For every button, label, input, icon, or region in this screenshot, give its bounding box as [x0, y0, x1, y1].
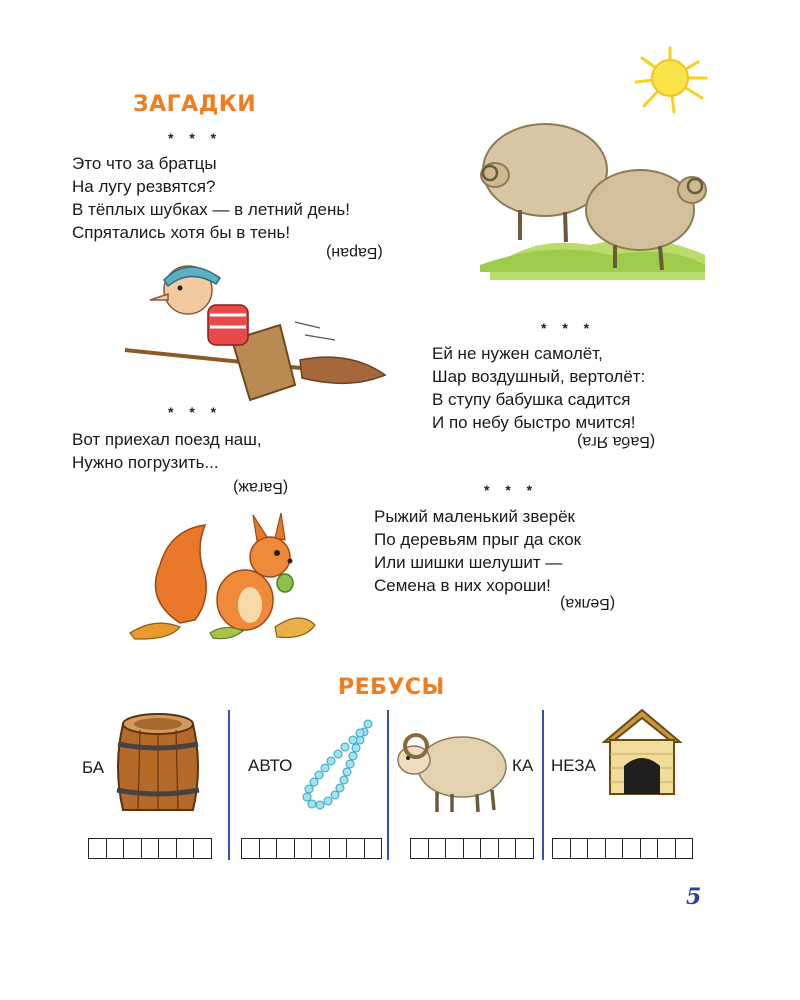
riddle-1-line: В тёплых шубках — в летний день!: [72, 200, 350, 219]
rebus-4-answer-cells[interactable]: [552, 838, 692, 859]
rebus-3-answer-cells[interactable]: [410, 838, 533, 859]
riddle-1-text: [72, 152, 350, 244]
doghouse-icon: [602, 706, 682, 798]
rebus-4-prefix: НЕЗА: [551, 756, 596, 775]
barrel-icon: [108, 712, 208, 822]
riddle-3-answer: (Багаж): [233, 479, 289, 496]
page-number: 5: [686, 884, 702, 910]
riddle-2-answer: (Баба Яга): [577, 433, 656, 450]
rebus-separator: [228, 710, 230, 860]
riddle-3-line: Вот приехал поезд наш,: [72, 430, 262, 449]
riddle-4-line: По деревьям прыг да скок: [374, 530, 582, 549]
riddle-2-stars: * * *: [541, 320, 596, 336]
riddle-2-line: В ступу бабушка садится: [432, 390, 631, 409]
riddle-4-line: Рыжий маленький зверёк: [374, 507, 575, 526]
riddle-1-line: Спрятались хотя бы в тень!: [72, 223, 291, 242]
riddle-2-line: Ей не нужен самолёт,: [432, 344, 603, 363]
riddle-1-line: На лугу резвятся?: [72, 177, 216, 196]
rebus-separator: [387, 710, 389, 860]
rebus-3-suffix: КА: [512, 756, 534, 775]
rebus-heading: РЕБУСЫ: [338, 675, 445, 700]
squirrel-illustration: [125, 505, 320, 645]
riddle-2-text: [432, 342, 645, 434]
sun-icon: [636, 48, 706, 112]
rebus-1-answer-cells[interactable]: [88, 838, 211, 859]
riddle-1-stars: * * *: [168, 130, 223, 146]
bead-necklace-icon: [298, 718, 380, 818]
riddle-4-answer: (Белка): [560, 595, 616, 612]
riddle-3-stars: * * *: [168, 404, 223, 420]
riddle-1-line: Это что за братцы: [72, 154, 217, 173]
riddle-4-line: Семена в них хороши!: [374, 576, 551, 595]
rebus-2-answer-cells[interactable]: [241, 838, 381, 859]
rebus-separator: [542, 710, 544, 860]
riddle-1-answer: (Баран): [326, 244, 383, 261]
sheep-pair-illustration: [470, 40, 710, 290]
ram-icon: [392, 722, 510, 817]
riddle-2-line: И по небу быстро мчится!: [432, 413, 636, 432]
rebus-2-prefix: АВТО: [248, 756, 293, 775]
riddle-3-text: [72, 428, 262, 474]
riddle-4-stars: * * *: [484, 482, 539, 498]
riddle-4-line: Или шишки шелушит —: [374, 553, 563, 572]
rebus-1-prefix: БА: [82, 758, 105, 777]
riddle-2-line: Шар воздушный, вертолёт:: [432, 367, 646, 386]
riddles-heading: ЗАГАДКИ: [133, 92, 257, 117]
riddle-3-line: Нужно погрузить...: [72, 453, 219, 472]
riddle-4-text: [374, 505, 581, 597]
baba-yaga-illustration: [120, 250, 395, 420]
